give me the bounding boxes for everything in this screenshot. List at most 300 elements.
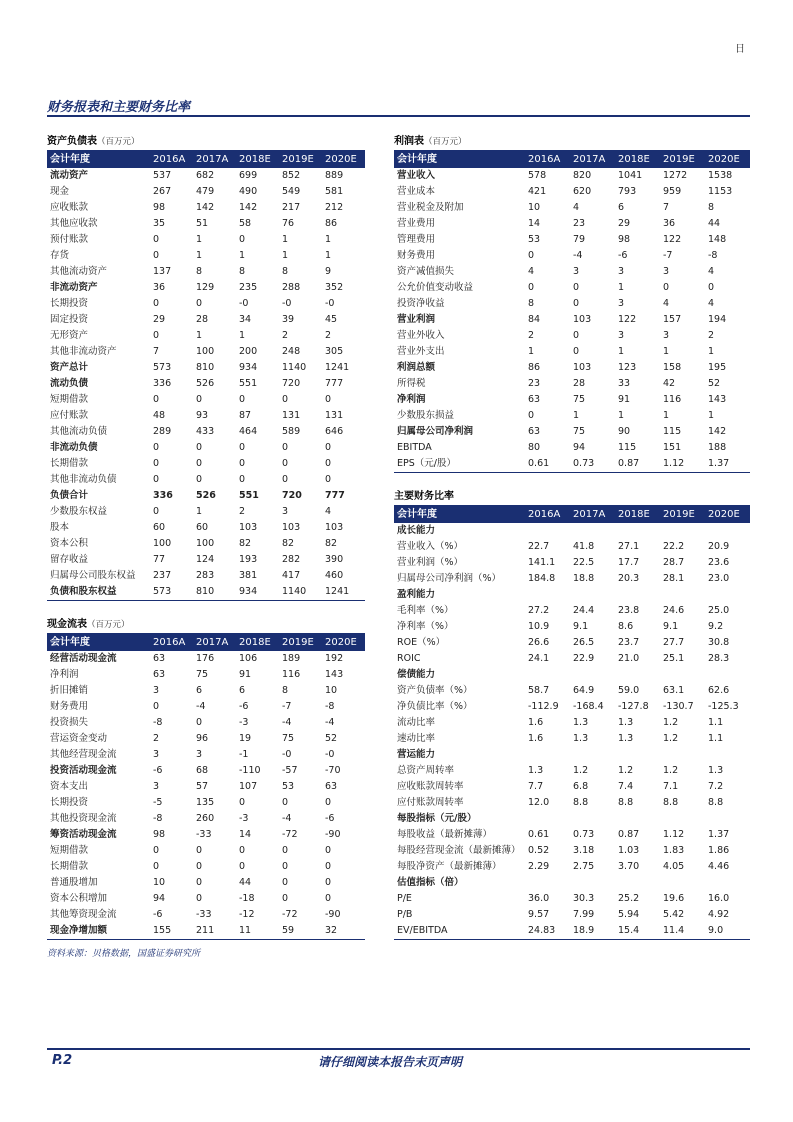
row-label: 营运能力 bbox=[397, 749, 436, 760]
cell-value: 289 bbox=[153, 426, 172, 437]
cell-value: -18 bbox=[239, 893, 255, 904]
cell-value: 0 bbox=[153, 330, 160, 341]
cell-value: 0 bbox=[239, 861, 246, 872]
cell-value: 4.05 bbox=[663, 861, 685, 872]
cell-value: 157 bbox=[663, 314, 682, 325]
cell-value: 3 bbox=[153, 685, 160, 696]
cell-value: 122 bbox=[663, 234, 682, 245]
cell-value: 11 bbox=[236, 923, 279, 940]
row-label: 净负债比率（%） bbox=[397, 701, 473, 712]
cell-value bbox=[525, 587, 570, 603]
cell-value: 8 bbox=[528, 298, 535, 309]
table-row bbox=[394, 891, 750, 907]
cell-value: 122 bbox=[618, 314, 637, 325]
table-row bbox=[394, 651, 750, 667]
cell-value: 0 bbox=[196, 717, 203, 728]
cell-value: 1 bbox=[196, 234, 203, 245]
cell-value: 8.8 bbox=[708, 797, 724, 808]
cell-value: 1 bbox=[708, 346, 715, 357]
cell-value: 0 bbox=[153, 250, 160, 261]
cell-value: 1041 bbox=[618, 170, 643, 181]
cell-value: 98 bbox=[618, 234, 631, 245]
row-label: 预付账款 bbox=[50, 234, 89, 245]
cell-value: 4 bbox=[573, 202, 580, 213]
table-row bbox=[394, 200, 750, 216]
row-label: 财务费用 bbox=[50, 701, 89, 712]
cell-value: 1.3 bbox=[573, 717, 589, 728]
table-row bbox=[394, 827, 750, 843]
cell-value: 103 bbox=[325, 522, 344, 533]
cell-value: 23.0 bbox=[708, 573, 730, 584]
row-label: 应付账款 bbox=[50, 410, 89, 421]
cell-value: 0 bbox=[573, 282, 580, 293]
cell-value: 4 bbox=[663, 298, 670, 309]
cell-value: 75 bbox=[282, 733, 295, 744]
cell-value: 7 bbox=[663, 202, 670, 213]
table-row bbox=[47, 408, 365, 424]
cell-value: 0 bbox=[325, 458, 332, 469]
cell-value: 25.1 bbox=[663, 653, 685, 664]
cell-value: 7.4 bbox=[618, 781, 634, 792]
table-row bbox=[47, 424, 365, 440]
cell-value: -1 bbox=[239, 749, 249, 760]
row-label: 营业收入 bbox=[397, 170, 436, 181]
cell-value: 131 bbox=[325, 410, 344, 421]
cell-value bbox=[525, 811, 570, 827]
income-table bbox=[394, 152, 750, 473]
cell-value: 0 bbox=[153, 394, 160, 405]
cell-value: 8 bbox=[282, 266, 289, 277]
cell-value: 0 bbox=[153, 234, 160, 245]
table-row bbox=[47, 488, 365, 504]
cell-value: 336 bbox=[153, 378, 172, 389]
cell-value: 8 bbox=[196, 266, 203, 277]
cell-value bbox=[615, 811, 660, 827]
row-label: 营业利润 bbox=[397, 314, 436, 325]
cell-value: 267 bbox=[153, 186, 172, 197]
cell-value: 0 bbox=[282, 861, 289, 872]
row-label: 无形资产 bbox=[50, 330, 89, 341]
cell-value bbox=[705, 523, 750, 539]
row-label: 长期投资 bbox=[50, 797, 89, 808]
cell-value: 0 bbox=[528, 250, 535, 261]
cell-value: 4 bbox=[708, 298, 715, 309]
cell-value bbox=[615, 523, 660, 539]
table-row bbox=[47, 328, 365, 344]
row-label: 投资净收益 bbox=[397, 298, 445, 309]
cell-value: 24.83 bbox=[525, 923, 570, 940]
cell-value: 12.0 bbox=[528, 797, 550, 808]
cell-value: 9.57 bbox=[528, 909, 550, 920]
cell-value: 155 bbox=[150, 923, 193, 940]
cell-value: -8 bbox=[153, 813, 163, 824]
cell-value: -4 bbox=[282, 717, 292, 728]
cell-value: 41.8 bbox=[573, 541, 595, 552]
cashflow-table bbox=[47, 635, 365, 940]
cell-value: 549 bbox=[282, 186, 301, 197]
cell-value: 27.7 bbox=[663, 637, 685, 648]
cell-value: 8 bbox=[282, 685, 289, 696]
cell-value: -90 bbox=[325, 909, 341, 920]
cell-value: 59.0 bbox=[618, 685, 640, 696]
cell-value: 3 bbox=[196, 749, 203, 760]
row-label: 每股指标（元/股） bbox=[397, 813, 477, 824]
cell-value: 620 bbox=[573, 186, 592, 197]
cell-value: -168.4 bbox=[573, 701, 604, 712]
year-header: 2019E bbox=[660, 152, 705, 168]
cell-value: 34 bbox=[239, 314, 252, 325]
table-header-row bbox=[394, 507, 750, 523]
table-row bbox=[394, 296, 750, 312]
cell-value: 19.6 bbox=[663, 893, 685, 904]
row-label: 应收账款 bbox=[50, 202, 89, 213]
year-header: 2016A bbox=[150, 152, 193, 168]
year-header: 2020E bbox=[705, 507, 750, 523]
cell-value: 1 bbox=[282, 234, 289, 245]
cell-value: 194 bbox=[708, 314, 727, 325]
row-label: 净利率（%） bbox=[397, 621, 454, 632]
cell-value: 3 bbox=[573, 266, 580, 277]
cell-value: 0 bbox=[153, 442, 160, 453]
cell-value bbox=[525, 667, 570, 683]
cell-value: 0 bbox=[196, 474, 203, 485]
cell-value: 76 bbox=[282, 218, 295, 229]
table-row bbox=[47, 344, 365, 360]
cell-value: 10 bbox=[528, 202, 541, 213]
row-label: 资产总计 bbox=[50, 362, 89, 373]
cell-value: 32 bbox=[322, 923, 365, 940]
header-label: 会计年度 bbox=[394, 507, 525, 523]
cell-value: -90 bbox=[325, 829, 341, 840]
footer-rule bbox=[47, 1048, 750, 1050]
cell-value: 142 bbox=[239, 202, 258, 213]
cell-value: 63.1 bbox=[663, 685, 685, 696]
table-row bbox=[394, 408, 750, 424]
cell-value: 479 bbox=[196, 186, 215, 197]
cell-value: 193 bbox=[239, 554, 258, 565]
cell-value: -0 bbox=[282, 298, 292, 309]
cell-value: 0 bbox=[153, 861, 160, 872]
cell-value: 2 bbox=[325, 330, 332, 341]
cell-value: 7.99 bbox=[573, 909, 595, 920]
cell-value: 490 bbox=[239, 186, 258, 197]
row-label: 折旧摊销 bbox=[50, 685, 89, 696]
cell-value: 720 bbox=[282, 490, 302, 501]
cell-value: 1 bbox=[663, 346, 670, 357]
cell-value: 7.1 bbox=[663, 781, 679, 792]
cell-value: 537 bbox=[153, 170, 172, 181]
cell-value: 3.18 bbox=[573, 845, 595, 856]
cell-value: -72 bbox=[282, 829, 298, 840]
cell-value bbox=[525, 747, 570, 763]
cell-value: 141.1 bbox=[528, 557, 556, 568]
cell-value: 27.2 bbox=[528, 605, 550, 616]
year-header: 2019E bbox=[660, 507, 705, 523]
cell-value: 1241 bbox=[325, 362, 350, 373]
balance-sheet-title: 资产负债表（百万元） bbox=[47, 136, 140, 147]
cell-value: 0 bbox=[239, 394, 246, 405]
cell-value: 0 bbox=[282, 394, 289, 405]
cell-value: 578 bbox=[528, 170, 547, 181]
cell-value: 1.6 bbox=[528, 733, 544, 744]
cell-value: 25.2 bbox=[618, 893, 640, 904]
row-label: 非流动负债 bbox=[50, 442, 98, 453]
cell-value: 282 bbox=[282, 554, 301, 565]
cell-value: 3 bbox=[663, 330, 670, 341]
row-label: 少数股东权益 bbox=[50, 506, 108, 517]
row-label: 现金净增加额 bbox=[47, 923, 150, 940]
cell-value: 23.6 bbox=[708, 557, 730, 568]
cell-value: 124 bbox=[196, 554, 215, 565]
table-header-row bbox=[47, 152, 365, 168]
cell-value: 2.75 bbox=[573, 861, 595, 872]
cell-value: 33 bbox=[618, 378, 631, 389]
cell-value: 417 bbox=[282, 570, 301, 581]
cell-value: -125.3 bbox=[708, 701, 739, 712]
cell-value: 0 bbox=[196, 458, 203, 469]
cell-value: 1 bbox=[708, 410, 715, 421]
cell-value: 0.87 bbox=[615, 456, 660, 473]
cell-value: 217 bbox=[282, 202, 301, 213]
table-row bbox=[394, 184, 750, 200]
cell-value: 75 bbox=[573, 426, 586, 437]
cell-value: 288 bbox=[282, 282, 301, 293]
table-row bbox=[47, 184, 365, 200]
cell-value: 63 bbox=[153, 653, 166, 664]
cell-value: 283 bbox=[196, 570, 215, 581]
cell-value: -4 bbox=[325, 717, 335, 728]
cell-value: 1 bbox=[618, 346, 625, 357]
year-header: 2018E bbox=[615, 152, 660, 168]
table-row bbox=[47, 859, 365, 875]
cell-value: 682 bbox=[196, 170, 215, 181]
cell-value: 0.61 bbox=[525, 456, 570, 473]
row-label: 流动资产 bbox=[50, 170, 89, 181]
cell-value: 889 bbox=[325, 170, 344, 181]
cell-value bbox=[660, 523, 705, 539]
cell-value: 143 bbox=[325, 669, 344, 680]
cell-value: 22.5 bbox=[573, 557, 595, 568]
table-row bbox=[394, 456, 750, 473]
cell-value: 86 bbox=[325, 218, 338, 229]
cell-value: 91 bbox=[239, 669, 252, 680]
table-row bbox=[394, 795, 750, 811]
row-label: 其他非流动资产 bbox=[50, 346, 117, 357]
cell-value: 0 bbox=[153, 298, 160, 309]
table-row bbox=[47, 232, 365, 248]
year-header: 2017A bbox=[193, 635, 236, 651]
cell-value: 1.1 bbox=[708, 733, 724, 744]
cell-value: 0 bbox=[325, 474, 332, 485]
footer-disclaimer: 请仔细阅读本报告末页声明 bbox=[318, 1055, 463, 1069]
cell-value: 200 bbox=[239, 346, 258, 357]
cell-value: 192 bbox=[325, 653, 344, 664]
cell-value: 3.70 bbox=[618, 861, 640, 872]
cell-value: 16.0 bbox=[708, 893, 730, 904]
table-row bbox=[394, 875, 750, 891]
cell-value: 103 bbox=[282, 522, 301, 533]
cell-value: 96 bbox=[196, 733, 209, 744]
cell-value: -4 bbox=[196, 701, 206, 712]
cell-value: 1140 bbox=[279, 584, 322, 601]
cell-value: 0 bbox=[282, 797, 289, 808]
row-label: 净利润 bbox=[50, 669, 79, 680]
cell-value: 433 bbox=[196, 426, 215, 437]
cell-value: 82 bbox=[282, 538, 295, 549]
row-label: 盈利能力 bbox=[397, 589, 436, 600]
cell-value: 80 bbox=[528, 442, 541, 453]
cell-value: 93 bbox=[196, 410, 209, 421]
cell-value: 934 bbox=[239, 362, 258, 373]
cell-value bbox=[615, 875, 660, 891]
table-row bbox=[47, 520, 365, 536]
row-label: ROIC bbox=[397, 653, 421, 664]
cell-value: 188 bbox=[708, 442, 727, 453]
cell-value: 57 bbox=[196, 781, 209, 792]
cell-value: 0 bbox=[528, 410, 535, 421]
cell-value: 0 bbox=[196, 893, 203, 904]
row-label: 现金 bbox=[50, 186, 70, 197]
balance-sheet-block bbox=[47, 134, 365, 601]
table-row bbox=[394, 555, 750, 571]
table-row bbox=[47, 667, 365, 683]
cell-value: 53 bbox=[282, 781, 295, 792]
cell-value: 3 bbox=[663, 266, 670, 277]
table-row bbox=[47, 552, 365, 568]
cell-value: -3 bbox=[239, 813, 249, 824]
table-row bbox=[47, 168, 365, 184]
cell-value: 381 bbox=[239, 570, 258, 581]
cell-value: 3 bbox=[153, 749, 160, 760]
cell-value: 720 bbox=[282, 378, 301, 389]
cell-value: 115 bbox=[618, 442, 637, 453]
cell-value: 0 bbox=[196, 394, 203, 405]
cell-value bbox=[705, 587, 750, 603]
year-header: 2016A bbox=[525, 152, 570, 168]
table-row bbox=[394, 216, 750, 232]
cell-value: 1153 bbox=[708, 186, 733, 197]
cell-value: 4 bbox=[325, 506, 332, 517]
row-label: 速动比率 bbox=[397, 733, 436, 744]
table-row bbox=[394, 587, 750, 603]
cell-value: 820 bbox=[573, 170, 592, 181]
cell-value: -5 bbox=[153, 797, 163, 808]
table-row bbox=[394, 248, 750, 264]
balance-sheet-table bbox=[47, 152, 365, 601]
cell-value: 26.6 bbox=[528, 637, 550, 648]
cell-value: 0 bbox=[573, 346, 580, 357]
row-label: 长期借款 bbox=[50, 861, 89, 872]
year-header: 2016A bbox=[150, 635, 193, 651]
cell-value: -72 bbox=[282, 909, 298, 920]
cell-value: 0 bbox=[325, 877, 332, 888]
cell-value: 142 bbox=[196, 202, 215, 213]
year-header: 2020E bbox=[322, 635, 365, 651]
cell-value: -7 bbox=[282, 701, 292, 712]
row-label: 负债合计 bbox=[50, 490, 89, 501]
cell-value: 129 bbox=[196, 282, 215, 293]
table-row bbox=[394, 683, 750, 699]
cell-value: 2 bbox=[239, 506, 246, 517]
cell-value bbox=[660, 587, 705, 603]
cell-value: 116 bbox=[282, 669, 301, 680]
table-row bbox=[47, 440, 365, 456]
row-label: EPS（元/股） bbox=[394, 456, 525, 473]
cell-value: 42 bbox=[663, 378, 676, 389]
cell-value: 23 bbox=[573, 218, 586, 229]
row-label: 财务费用 bbox=[397, 250, 436, 261]
income-title: 利润表（百万元） bbox=[394, 136, 467, 147]
cell-value: 6 bbox=[196, 685, 203, 696]
cell-value: 8 bbox=[708, 202, 715, 213]
cell-value: -8 bbox=[153, 717, 163, 728]
cell-value bbox=[705, 667, 750, 683]
table-row bbox=[394, 440, 750, 456]
cell-value bbox=[705, 747, 750, 763]
cell-value: 305 bbox=[325, 346, 344, 357]
cell-value: 1.3 bbox=[573, 733, 589, 744]
cell-value: 19 bbox=[239, 733, 252, 744]
row-label: 营业成本 bbox=[397, 186, 436, 197]
cell-value bbox=[660, 747, 705, 763]
table-row bbox=[47, 699, 365, 715]
table-row bbox=[47, 763, 365, 779]
row-label: 资本支出 bbox=[50, 781, 89, 792]
cell-value: 14 bbox=[528, 218, 541, 229]
cell-value: 9.1 bbox=[663, 621, 679, 632]
cell-value: 20.9 bbox=[708, 541, 730, 552]
cell-value: 10 bbox=[153, 877, 166, 888]
cell-value: 148 bbox=[708, 234, 727, 245]
cell-value bbox=[615, 747, 660, 763]
year-header: 2017A bbox=[570, 152, 615, 168]
cell-value: 0 bbox=[708, 282, 715, 293]
cell-value: 106 bbox=[239, 653, 258, 664]
cell-value: 86 bbox=[528, 362, 541, 373]
cell-value: 6 bbox=[239, 685, 246, 696]
year-header: 2020E bbox=[705, 152, 750, 168]
row-label: 短期借款 bbox=[50, 394, 89, 405]
cell-value: 0 bbox=[282, 458, 289, 469]
cell-value: 460 bbox=[325, 570, 344, 581]
cell-value: 82 bbox=[325, 538, 338, 549]
table-row bbox=[394, 667, 750, 683]
table-row bbox=[394, 280, 750, 296]
cell-value: 189 bbox=[282, 653, 301, 664]
cell-value: 63 bbox=[153, 669, 166, 680]
cell-value: 36 bbox=[153, 282, 166, 293]
table-row bbox=[394, 328, 750, 344]
cell-value: 1 bbox=[239, 330, 246, 341]
cell-value: 0 bbox=[663, 282, 670, 293]
cell-value: 103 bbox=[573, 314, 592, 325]
cell-value: 589 bbox=[282, 426, 301, 437]
cell-value: -4 bbox=[282, 813, 292, 824]
cell-value: -33 bbox=[196, 909, 212, 920]
cell-value: 137 bbox=[153, 266, 172, 277]
cell-value: 22.7 bbox=[528, 541, 550, 552]
cell-value: 84 bbox=[528, 314, 541, 325]
cell-value: 17.7 bbox=[618, 557, 640, 568]
cell-value: 58 bbox=[239, 218, 252, 229]
cell-value: 142 bbox=[708, 426, 727, 437]
cell-value: 100 bbox=[153, 538, 172, 549]
row-label: 每股净资产（最新摊薄） bbox=[397, 861, 502, 872]
cell-value: 51 bbox=[196, 218, 209, 229]
cell-value: 10 bbox=[325, 685, 338, 696]
cell-value bbox=[570, 811, 615, 827]
cell-value: 526 bbox=[196, 490, 216, 501]
